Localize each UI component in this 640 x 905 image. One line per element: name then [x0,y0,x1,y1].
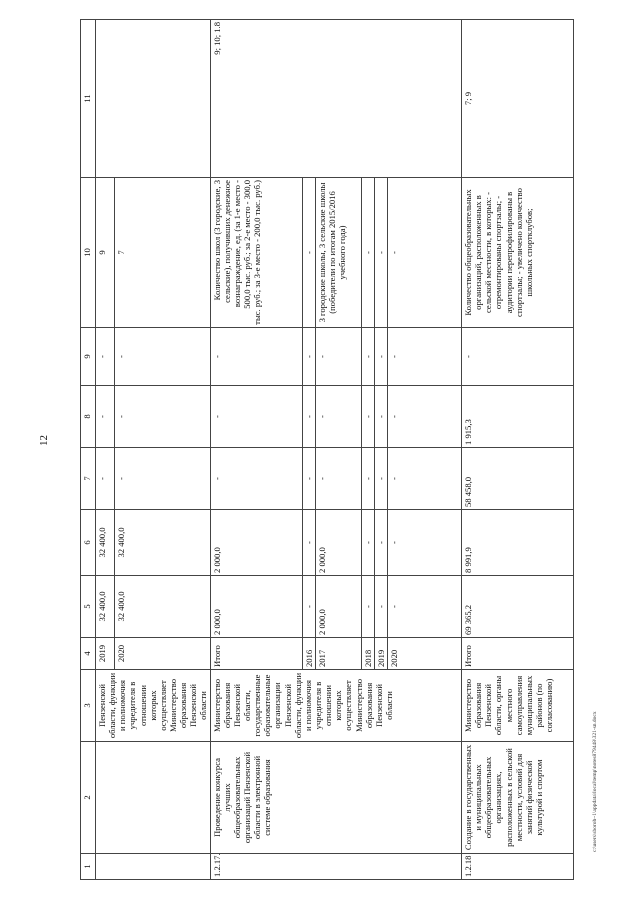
col-header-7: 7 [81,448,96,510]
col-header-4: 4 [81,638,96,670]
value-cell: 58 458,0 [461,448,573,510]
value-cell: - [374,448,387,510]
value-cell: 8 991,9 [461,510,573,576]
footer-file-path: c:\users\sboroh~1\appdata\local\temp\notes879448\321-sn.docx [592,711,598,852]
col-header-9: 9 [81,328,96,386]
value-cell: - [374,576,387,638]
value-cell: - [387,328,461,386]
year-cell: 2019 [96,638,115,670]
value-cell: 2 000,0 [210,510,302,576]
value-cell: 1 915,3 [461,386,573,448]
indicator-cell: - [387,178,461,328]
indicator-cell: 9 [96,178,115,328]
activity-name: Создание в государственных и муниципальных общеобразовательных организациях, расположенных в сельской местности, условий для занятий физической культурой и спортом [461,742,573,854]
indicator-cell: - [374,178,387,328]
col-header-8: 8 [81,386,96,448]
value-cell: - [374,510,387,576]
value-cell: - [96,328,115,386]
value-cell: - [210,448,302,510]
col-header-5: 5 [81,576,96,638]
year-cell: 2017 [315,638,361,670]
row-number: 1.2.17. [210,854,461,880]
col-header-11: 11 [81,20,96,178]
rotated-page-content [80,20,590,880]
value-cell: - [315,386,361,448]
value-cell: - [210,386,302,448]
program-activities-table [80,19,574,880]
indicator-cell: - [302,178,315,328]
value-cell: - [315,448,361,510]
value-cell: - [302,328,315,386]
value-cell: - [114,328,210,386]
year-cell: 2020 [387,638,461,670]
value-cell: - [374,386,387,448]
col-header-3: 3 [81,670,96,742]
col-header-6: 6 [81,510,96,576]
value-cell: - [302,576,315,638]
executor: Министерство образования Пензенской области, государственные образовательные организации Пензенской области, функции и полномочия учредителя в отношении которых осуществляет Министерство образования Пензенской области [210,670,461,742]
value-cell: - [387,386,461,448]
value-cell: 2 000,0 [315,510,361,576]
year-cell: Итого [210,638,302,670]
value-cell: 32 400,0 [96,510,115,576]
value-cell: 69 365,2 [461,576,573,638]
value-cell: - [361,386,374,448]
indicator-cell: Количество школ (3 городские, 3 сельские), получивших денежное вознаграждение, ед. (за 1-е место - 500,0 тыс. руб.; за 2-е место - 300,0 тыс. руб.; за 3-е место - 200,0 тыс. руб.) [210,178,302,328]
executor: Министерство образования Пензенской области, органы местного самоуправления муниципальных районов (по согласованию) [461,670,573,742]
value-cell: 32 400,0 [114,510,210,576]
value-cell: - [387,448,461,510]
year-cell: 2019 [374,638,387,670]
col-header-10: 10 [81,178,96,328]
target-indicator-refs: 9; 10; 1.8 [210,20,461,178]
value-cell: 32 400,0 [96,576,115,638]
value-cell: - [461,328,573,386]
value-cell: - [114,386,210,448]
value-cell: - [302,510,315,576]
col-header-2: 2 [81,742,96,854]
value-cell: - [315,328,361,386]
value-cell: - [387,510,461,576]
indicator-cell: 7 [114,178,210,328]
table-row [96,20,115,880]
value-cell: - [210,328,302,386]
header-row [81,20,96,880]
table-row [210,20,302,880]
cont-executor: Пензенской области, функции и полномочия учредителя в отношении которых осуществляет Министерство образования Пензенской области [96,670,211,742]
indicator-cell: - [361,178,374,328]
table-row [461,20,573,880]
year-cell: 2020 [114,638,210,670]
value-cell: - [361,576,374,638]
value-cell: - [361,510,374,576]
cont-num-cell [96,854,211,880]
year-cell: Итого [461,638,573,670]
value-cell: - [374,328,387,386]
activity-name: Проведение конкурса лучших общеобразовательных организаций Пензенской области в электронной системе образования [210,742,461,854]
value-cell: - [302,448,315,510]
value-cell: - [96,448,115,510]
value-cell: 2 000,0 [315,576,361,638]
value-cell: - [361,448,374,510]
year-cell: 2016 [302,638,315,670]
cont-col11-cell [96,20,211,178]
value-cell: 2 000,0 [210,576,302,638]
value-cell: - [114,448,210,510]
value-cell: - [387,576,461,638]
value-cell: 32 400,0 [114,576,210,638]
year-cell: 2018 [361,638,374,670]
page-number: 12 [38,435,50,446]
col-header-1: 1 [81,854,96,880]
value-cell: - [302,386,315,448]
value-cell: - [96,386,115,448]
target-indicator-refs: 7; 9 [461,20,573,178]
indicator-cell: 3 городские школы, 3 сельские школы (победители по итогам 2015/2016 учебного года) [315,178,361,328]
indicator-cell: Количество общеобразовательных организаций, расположенных в сельской местности, в которых: - отремонтированы спортзалы; - аудитории перепрофилированы в спортзалы; - увеличено количество школьных спортклубов; [461,178,573,328]
cont-name-cell [96,742,211,854]
row-number: 1.2.18 [461,854,573,880]
value-cell: - [361,328,374,386]
